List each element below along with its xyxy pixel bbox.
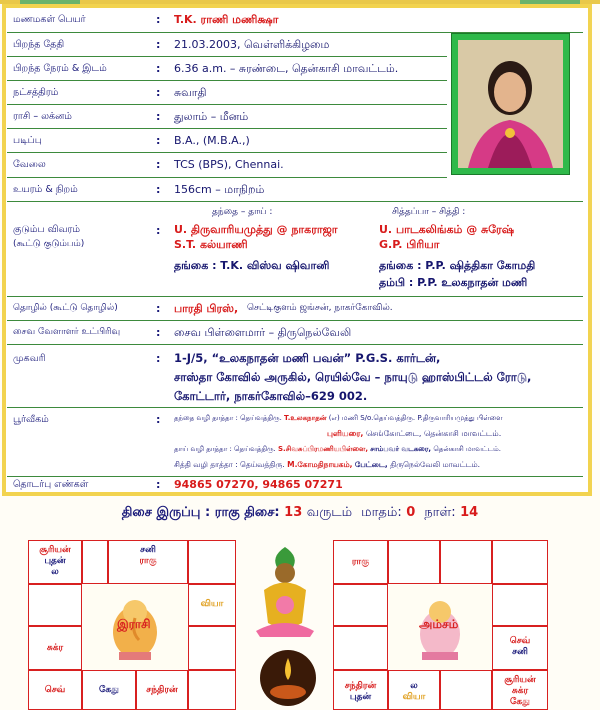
text: பேட்டை, [354,460,388,469]
rasi-cell [82,670,136,710]
text: செங்கோட்டை, தென்காசி மாவட்டம். [365,429,502,438]
rasi-cell [188,540,236,584]
phone-numbers: 94865 07270, 94865 07271 [174,478,343,491]
text: தாய் வழி தாத்தா : தெய்வத்திரு. [174,445,276,453]
lamp-icon [258,648,318,710]
text: திருநெல்வேலி மாவட்டம். [390,460,481,469]
rasi-cell [188,670,236,710]
planet: வியா [402,692,426,702]
address-line: கோட்டார், நாகர்கோவில்–629 002. [174,389,368,403]
amsam-cell [440,670,492,710]
cousin-brother-name: தம்பி : P.P. உலகநாதன் மணி [379,276,528,289]
row-caste: சைவ வேளாளர் உட்பிரிவு : சைவ பிள்ளைமார் – திருநெல்வேலி [7,321,583,345]
label: உயரம் & நிறம் [13,184,78,195]
label: (கூட்டு குடும்பம்) [13,239,85,249]
text: 13 [284,505,303,520]
rasi-cell [28,670,82,710]
dasa-line [0,505,600,521]
native-line-2 [327,429,501,439]
planet: சுக்ர [46,643,64,653]
value: 6.36 a.m. – சுரண்டை, தென்காசி மாவட்டம். [174,62,399,75]
text: புளியரை, [327,429,364,438]
text: திசை இருப்பு : [121,505,211,520]
planet: செவ் [509,636,531,646]
text: S.சிவசுப்பிரமணியபிள்ளை, [278,445,369,453]
row-native: பூர்வீகம் : தந்தை வழி தாத்தா : தெய்வத்திரு. T.உலகநாதன் (எ) மணி S/o.தெய்வத்திரு. P.திருவாரியமுத்து பிள்ளை புளியரை, செங்கோட்டை, தென்காசி மாவட்டம். தாய் வழி தாத்தா : தெய்வத்திரு. S.சிவசுப்பிரமணியபிள்ளை, சாம்பவர் வடகரை, தென்காசி மாவட்டம். சித்தி வழி தாத்தா : தெய்வத்திரு. M.கோமதிநாயகம், பேட்டை, திருநெல்வேலி மாவட்டம். [7,408,583,477]
amsam-cell [333,626,388,670]
text: T.உலகநாதன் [284,414,327,422]
label: தொழில் (கூட்டு தொழில்) [13,303,118,313]
value: துலாம் – மீனம் [174,110,249,123]
father-name: U. திருவாரியமுத்து @ நாகராஜா [174,223,338,236]
label: தொடர்பு எண்கள் [13,479,89,490]
label: வேலை [13,159,46,170]
amsam-cell [333,584,388,626]
planet: சனி [512,647,528,657]
label: படிப்பு [13,135,42,146]
planet: சந்திரன் [344,681,377,691]
amsam-cell [492,626,548,670]
rasi-cell [188,626,236,670]
text: சித்தி வழி தாத்தா : தெய்வத்திரு. [174,460,285,469]
text: சாம்பவர் வடகரை, [370,445,432,453]
amsam-cell [388,670,440,710]
row-family: குடும்ப விவரம் (கூட்டு குடும்பம்) : தந்தை – தாய் : சித்தப்பா – சித்தி : U. திருவாரியமுத்து @ நாகராஜா S.T. கல்யாணி U. பாடகலிங்கம் @ சுரேஷ் G.P. பிரியா தங்கை : T.K. விஸ்வ ஷிவானி தங்கை : P.P. ஷித்திகா கோமதி தம்பி : P.P. உலகநாதன் மணி [7,202,583,297]
native-line-4 [174,460,480,470]
text: 0 [406,505,416,520]
row-address: முகவரி : 1-J/5, “உலகநாதன் மணி பவன்” P.G.S. கார்டன், சாஸ்தா கோவில் அருகில், ரெயில்வே – நாயுடு ஹாஸ்பிட்டல் ரோடு, கோட்டார், நாகர்கோவில்–629 002. [7,345,583,408]
planet: சந்திரன் [146,685,178,695]
label: பிறந்த தேதி [13,39,65,50]
bride-name: T.K. ராணி மணிக்ஷா [174,13,279,26]
label: மணமகள் பெயர் [13,14,86,25]
address-line: 1-J/5, “உலகநாதன் மணி பவன்” P.G.S. கார்டன், [174,351,441,365]
label: ராசி – லக்னம் [13,111,72,122]
rasi-title: இராசி [117,617,151,631]
planet: கேது [99,685,119,695]
planet: சூரியன் [504,675,536,685]
amsam-cell [492,670,548,710]
planet: புதன் [349,692,372,702]
value: சைவ பிள்ளைமார் – திருநெல்வேலி [174,326,352,339]
business-name: பாரதி பிரஸ், [174,302,239,315]
label: குடும்ப விவரம் [13,224,81,235]
row-height: உயரம் & நிறம் : 156cm – மாநிறம் [7,178,583,202]
amsam-cell [440,540,492,584]
row-job: வேலை : TCS (BPS), Chennai. [7,153,447,178]
row-star: நட்சத்திரம் : சுவாதி [7,81,447,105]
amsam-title: அம்சம் [419,617,459,631]
kalasam-icon [250,545,320,640]
planet: ல [51,567,59,577]
uncle-name: U. பாடகலிங்கம் @ சுரேஷ் [379,223,515,236]
value: 156cm – மாநிறம் [174,183,265,196]
row-name: மணமகள் பெயர் : T.K. ராணி மணிக்ஷா [7,8,583,33]
label: நட்சத்திரம் [13,87,59,98]
planet: செவ் [44,685,66,695]
text: P.திருவாரியமுத்து பிள்ளை [417,414,503,422]
text: M.கோமதிநாயகம், [287,460,353,469]
business-address: செட்டிகுளம் ஜங்சன், நாகர்கோவில். [247,303,393,313]
planet: ராகு [351,557,370,567]
text: மாதம்: [361,505,402,520]
label: பிறந்த நேரம் & இடம் [13,63,107,74]
rasi-cell [136,670,188,710]
amsam-cell [492,540,548,584]
mother-name: S.T. கல்யாணி [174,238,248,251]
planet: சூரியன் [39,545,71,555]
rasi-center [83,585,187,669]
sister-name: தங்கை : T.K. விஸ்வ ஷிவானி [174,259,330,272]
rasi-cell [28,626,82,670]
planet: கேது [510,697,530,707]
value: TCS (BPS), Chennai. [174,158,284,171]
native-line-1 [174,414,503,423]
rasi-cell [28,584,82,626]
text: ராகு திசை: [214,505,280,520]
value: 21.03.2003, வெள்ளிக்கிழமை [174,38,330,51]
rasi-cell [188,584,236,626]
amsam-cell [492,584,548,626]
planet: ராகு [139,556,157,566]
value: சுவாதி [174,86,207,99]
text: நாள்: [424,505,456,520]
text: தென்காசி மாவட்டம். [433,445,501,453]
row-birth-time: பிறந்த நேரம் & இடம் : 6.36 a.m. – சுரண்டை, தென்காசி மாவட்டம். [7,57,447,81]
uncle-heading: சித்தப்பா – சித்தி : [392,207,466,217]
rasi-cell [28,540,82,584]
planet: சனி [140,545,156,555]
label: பூர்வீகம் [13,414,49,425]
cousin-sister-name: தங்கை : P.P. ஷித்திகா கோமதி [379,259,536,272]
row-business: தொழில் (கூட்டு தொழில்) : பாரதி பிரஸ், செட்டிகுளம் ஜங்சன், நாகர்கோவில். [7,297,583,321]
bride-photo [451,33,570,175]
amsam-cell [333,540,388,584]
value: B.A., (M.B.A.,) [174,134,250,147]
row-dob: பிறந்த தேதி : 21.03.2003, வெள்ளிக்கிழமை [7,33,447,57]
planet: வியா [200,599,224,609]
address-line: சாஸ்தா கோவில் அருகில், ரெயில்வே – நாயுடு ஹாஸ்பிட்டல் ரோடு, [174,370,532,384]
text: தந்தை வழி தாத்தா : தெய்வத்திரு. [174,414,282,422]
text: (எ) மணி S/o.தெய்வத்திரு. [328,414,416,422]
native-line-3 [174,445,501,454]
amsam-cell [388,540,440,584]
row-education: படிப்பு : B.A., (M.B.A.,) [7,129,447,153]
planet: ல [410,681,418,691]
amsam-center [389,585,491,669]
parents-heading: தந்தை – தாய் : [212,207,273,217]
planet: சுக்ர [511,686,529,696]
amsam-cell [333,670,388,710]
rasi-cell [108,540,188,584]
portrait-image [458,40,563,168]
text: வருடம் [306,505,353,520]
text: 14 [460,505,479,520]
row-contact: தொடர்பு எண்கள் : 94865 07270, 94865 07271 [13,478,343,491]
planet: புதன் [44,556,66,566]
label: சைவ வேளாளர் உட்பிரிவு [13,327,121,337]
row-rasi: ராசி – லக்னம் : துலாம் – மீனம் [7,105,447,129]
rasi-cell [82,540,108,584]
aunt-name: G.P. பிரியா [379,238,440,251]
label: முகவரி [13,353,46,364]
